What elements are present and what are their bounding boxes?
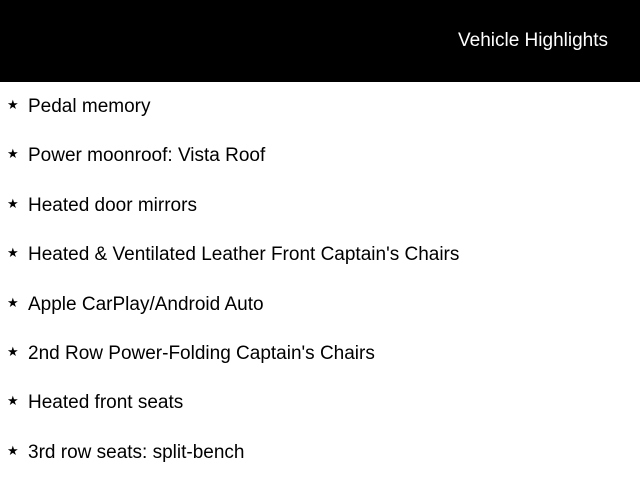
highlights-list — [0, 82, 640, 477]
list-item — [0, 181, 640, 230]
highlight-label: Pedal memory — [28, 96, 151, 117]
page-title: Vehicle Highlights — [458, 30, 608, 51]
star-icon: ★ — [7, 195, 19, 211]
header-bar — [0, 0, 640, 82]
list-item — [0, 428, 640, 477]
star-icon: ★ — [7, 245, 19, 261]
star-icon: ★ — [7, 442, 19, 458]
highlight-label: Heated door mirrors — [28, 194, 197, 216]
highlight-label: Heated front seats — [28, 392, 184, 414]
star-icon: ★ — [7, 146, 19, 162]
highlight-label: 3rd row seats: split-bench — [28, 441, 245, 463]
highlight-label: Heated & Ventilated Leather Front Captain's Chairs — [28, 244, 460, 266]
list-item — [0, 82, 640, 131]
star-icon: ★ — [7, 393, 19, 409]
list-item — [0, 378, 640, 427]
list-item — [0, 329, 640, 378]
list-item — [0, 131, 640, 180]
star-icon: ★ — [7, 97, 19, 112]
highlight-label: 2nd Row Power-Folding Captain's Chairs — [28, 342, 375, 364]
list-item — [0, 280, 640, 329]
star-icon: ★ — [7, 294, 19, 310]
highlight-label: Power moonroof: Vista Roof — [28, 145, 266, 167]
highlight-label: Apple CarPlay/Android Auto — [28, 293, 264, 315]
star-icon: ★ — [7, 343, 19, 359]
list-item — [0, 230, 640, 279]
